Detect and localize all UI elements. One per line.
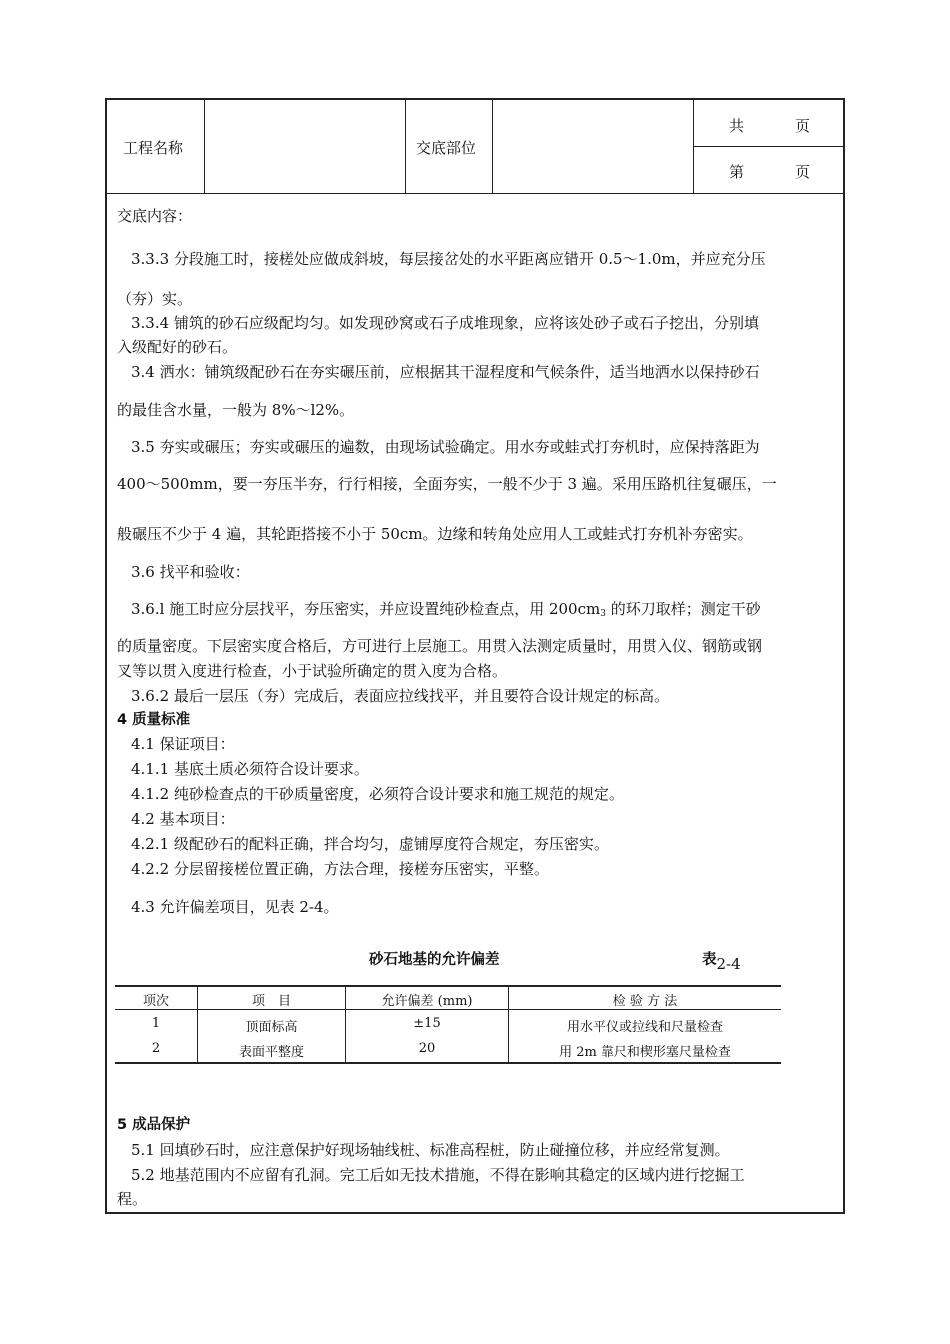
paragraph-line: 4.1.1 基底土质必须符合设计要求。 bbox=[131, 760, 369, 778]
paragraph-line: 4.2.2 分层留接槎位置正确，方法合理，接槎夯压密实，平整。 bbox=[131, 860, 549, 878]
divider bbox=[693, 146, 843, 147]
paragraph-line: 4.2 基本项目： bbox=[131, 810, 235, 828]
table-cell: 用 2m 靠尺和楔形塞尺量检查 bbox=[559, 1045, 731, 1060]
paragraph-line: 3.5 夯实或碾压；夯实或碾压的遍数，由现场试验确定。用水夯或蛙式打夯机时，应保持落距为 bbox=[131, 438, 760, 456]
paragraph-line: 4.1.2 纯砂检查点的干砂质量密度，必须符合设计要求和施工规范的规定。 bbox=[131, 785, 624, 803]
table-header-cell: 允许偏差 (mm) bbox=[381, 994, 473, 1009]
table-number: 表2-4 bbox=[702, 952, 741, 973]
table-header-cell: 项 目 bbox=[251, 994, 291, 1009]
page-label: 第 bbox=[729, 163, 745, 181]
table-cell: 用水平仪或拉线和尺量检查 bbox=[566, 1020, 723, 1035]
table-rule-bottom bbox=[115, 1062, 781, 1064]
header-row bbox=[107, 100, 843, 194]
total-pages-unit: 页 bbox=[795, 117, 811, 135]
table-cell: 表面平整度 bbox=[238, 1045, 304, 1060]
position-label: 交底部位 bbox=[416, 139, 477, 157]
content-intro: 交底内容： bbox=[117, 207, 193, 225]
paragraph-line: 般碾压不少于 4 遍，其轮距搭接不小于 50cm。边缘和转角处应用人工或蛙式打夯机补夯密实。 bbox=[117, 525, 753, 543]
divider bbox=[492, 100, 493, 193]
paragraph-line: 3.6.l 施工时应分层找平，夯压密实，并应设置纯砂检查点，用 $200cm_3$ 的环刀取样；测定干砂 bbox=[131, 600, 761, 619]
paragraph-line: 4.2.1 级配砂石的配料正确，拌合均匀，虚铺厚度符合规定，夯压密实。 bbox=[131, 835, 609, 853]
page-unit: 页 bbox=[795, 163, 811, 181]
table-cell: 1 bbox=[151, 1016, 161, 1031]
table-header-cell: 项次 bbox=[142, 994, 169, 1009]
paragraph-line: 的质量密度。下层密实度合格后，方可进行上层施工。用贯入法测定质量时，用贯入仪、钢筋或钢 bbox=[117, 637, 763, 655]
paragraph-line: 的最佳含水量，一般为 8%～l2%。 bbox=[117, 401, 355, 419]
table-header-cell: 检 验 方 法 bbox=[612, 994, 678, 1009]
paragraph-line: 3.6 找平和验收： bbox=[131, 563, 250, 581]
table-cell: 2 bbox=[151, 1041, 161, 1056]
paragraph-line: 5.2 地基范围内不应留有孔洞。完工后如无技术措施，不得在影响其稳定的区域内进行挖掘工 bbox=[131, 1166, 745, 1184]
section-title: 5 成品保护 bbox=[117, 1117, 191, 1133]
table-cell: 顶面标高 bbox=[245, 1020, 298, 1035]
table-cell: 20 bbox=[418, 1041, 436, 1056]
section-title: 4 质量标准 bbox=[117, 712, 191, 728]
project-name-label: 工程名称 bbox=[123, 139, 184, 157]
table-cell: ±15 bbox=[413, 1016, 441, 1031]
divider bbox=[405, 100, 406, 193]
paragraph-line: 3.4 洒水：铺筑级配砂石在夯实碾压前，应根据其干湿程度和气候条件，适当地洒水以保持砂石 bbox=[131, 363, 760, 381]
divider bbox=[204, 100, 205, 193]
table-rule-top bbox=[115, 985, 781, 987]
paragraph-line: 400～500mm，要一夯压半夯，行行相接，全面夯实，一般不少于 3 遍。采用压路机往复碾压，一 bbox=[117, 475, 777, 493]
table-title: 砂石地基的允许偏差 bbox=[369, 952, 500, 968]
paragraph-line: 4.1 保证项目： bbox=[131, 735, 235, 753]
paragraph-line: 入级配好的砂石。 bbox=[117, 338, 238, 356]
paragraph-line: （夯）实。 bbox=[117, 290, 193, 308]
paragraph-line: 程。 bbox=[117, 1190, 148, 1208]
table-rule-header bbox=[115, 1009, 781, 1010]
paragraph-line: 5.1 回填砂石时，应注意保护好现场轴线桩、标准高程桩，防止碰撞位移，并应经常复测。 bbox=[131, 1141, 730, 1159]
paragraph-line: 叉等以贯入度进行检查，小于试验所确定的贯入度为合格。 bbox=[117, 662, 508, 680]
paragraph-line: 3.3.3 分段施工时，接槎处应做成斜坡，每层接岔处的水平距离应错开 0.5～1.0m，并应充分压 bbox=[131, 250, 766, 268]
total-pages-label: 共 bbox=[729, 117, 745, 135]
paragraph-line: 3.3.4 铺筑的砂石应级配均匀。如发现砂窝或石子成堆现象，应将该处砂子或石子挖出，分别填 bbox=[131, 314, 759, 332]
document-frame bbox=[105, 98, 845, 1214]
paragraph-line: 3.6.2 最后一层压（夯）完成后，表面应拉线找平，并且要符合设计规定的标高。 bbox=[131, 687, 669, 705]
paragraph-line: 4.3 允许偏差项目，见表 2-4。 bbox=[131, 898, 339, 916]
